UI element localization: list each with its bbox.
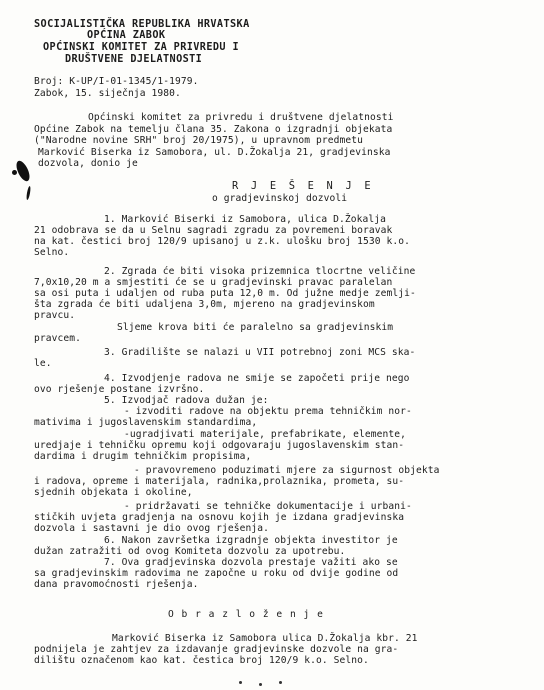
decision-title: R J E Š E N J E	[232, 180, 374, 192]
body-line: i radova, opreme i materijala, radnika,prolaznika, prometa, su-	[34, 476, 405, 487]
reference-number: Broj: K-UP/I-01-1345/1-1979.	[34, 76, 199, 87]
intro-line: Marković Biserka iz Samobora, ul. D.Žokalja 21, gradjevinska	[38, 147, 391, 158]
body-line: pravcu.	[34, 310, 76, 321]
body-line: 4. Izvodjenje radova ne smije se započeti prije nego	[104, 373, 410, 384]
reasoning-line: Marković Biserka iz Samobora ulica D.Žokalja kbr. 21	[112, 633, 418, 644]
body-line: mativima i jugoslavenskim standardima,	[34, 417, 258, 428]
body-line: dozvola i sastavni je dio ovog rješenja.	[34, 523, 270, 534]
body-line: 5. Izvodjač radova dužan je:	[104, 395, 269, 406]
body-line: ovo rješenje postane izvršno.	[34, 384, 205, 395]
body-line: sa osi puta i udaljen od ruba puta 12,0 m. Od južne medje zemlji-	[34, 288, 416, 299]
body-line: dana pravomoćnosti rješenja.	[34, 579, 199, 590]
intro-line: dozvola, donio je	[38, 158, 138, 169]
place-date: Zabok, 15. siječnja 1980.	[34, 88, 181, 99]
body-line: 7. Ova gradjevinska dozvola prestaje važiti ako se	[104, 557, 398, 568]
letterhead-line-4: DRUŠTVENE DJELATNOSTI	[65, 54, 203, 65]
letterhead-line-2: OPĆINA ZABOK	[87, 30, 166, 41]
reasoning-title: O b r a z l o ž e n j e	[168, 609, 324, 620]
body-line: 7,0x10,20 m a smjestiti će se u gradjevinski pravac paralelan	[34, 277, 393, 288]
body-line: sa gradjevinskim radovima ne započne u roku od dvije godine od	[34, 568, 399, 579]
body-line: -ugradjivati materijale, prefabrikate, elemente,	[124, 429, 407, 440]
body-line: sjednih objekata i okoline,	[34, 487, 193, 498]
reasoning-line: dilištu označenom kao kat. čestica broj 120/9 k.o. Selno.	[34, 655, 369, 666]
body-line: dužan zatražiti od ovog Komiteta dozvolu za upotrebu.	[34, 546, 346, 557]
page-dot	[279, 681, 282, 684]
page-dot	[259, 683, 262, 686]
body-line: - pridržavati se tehničke dokumentacije i urbani-	[124, 501, 412, 512]
decision-subtitle: o gradjevinskoj dozvoli	[212, 193, 348, 204]
ink-blot	[26, 186, 31, 200]
body-line: stičkih uvjeta gradjenja na osnovu kojih je izdana gradjevinska	[34, 512, 405, 523]
letterhead-line-3: OPĆINSKI KOMITET ZA PRIVREDU I	[43, 42, 240, 53]
intro-line: ("Narodne novine SRH" broj 20/1975), u upravnom predmetu	[34, 135, 364, 146]
intro-line: Općine Zabok na temelju člana 35. Zakona o izgradnji objekata	[34, 124, 393, 135]
letterhead-line-1: SOCIJALISTIČKA REPUBLIKA HRVATSKA	[34, 19, 250, 30]
reasoning-line: podnijela je zahtjev za izdavanje gradjevinske dozvole na gra-	[34, 644, 399, 655]
body-line: le.	[34, 358, 52, 369]
body-line: 2. Zgrada će biti visoka prizemnica tlocrtne veličine	[104, 266, 416, 277]
body-line: uredjaje i tehničku opremu koji odgovaraju jugoslavenskim stan-	[34, 440, 405, 451]
page-dot	[239, 681, 242, 684]
body-line: na kat. čestici broj 120/9 upisanoj u z.k. ulošku broj 1530 k.o.	[34, 236, 411, 247]
body-line: 21 odobrava se da u Selnu sagradi zgradu za povremeni boravak	[34, 225, 393, 236]
body-line: 6. Nakon završetka izgradnje objekta investitor je	[104, 535, 398, 546]
body-line: pravcem.	[34, 333, 82, 344]
body-line: - izvoditi radove na objektu prema tehničkim nor-	[124, 406, 412, 417]
intro-line: Općinski komitet za privredu i društvene djelatnosti	[88, 112, 394, 123]
body-line: 3. Gradilište se nalazi u VII potrebnoj zoni MCS ska-	[104, 347, 416, 358]
body-line: dardima i drugim tehničkim propisima,	[34, 451, 252, 462]
body-line: 1. Marković Biserki iz Samobora, ulica D.Žokalja	[104, 214, 387, 225]
body-line: Sljeme krova biti će paralelno sa gradjevinskim	[117, 322, 394, 333]
body-line: - pravovremeno poduzimati mjere za sigurnost objekta	[134, 465, 440, 476]
ink-blot	[12, 170, 17, 175]
body-line: Selno.	[34, 247, 70, 258]
body-line: šta zgrada će biti udaljena 3,0m, mjereno na gradjevinskom	[34, 299, 375, 310]
